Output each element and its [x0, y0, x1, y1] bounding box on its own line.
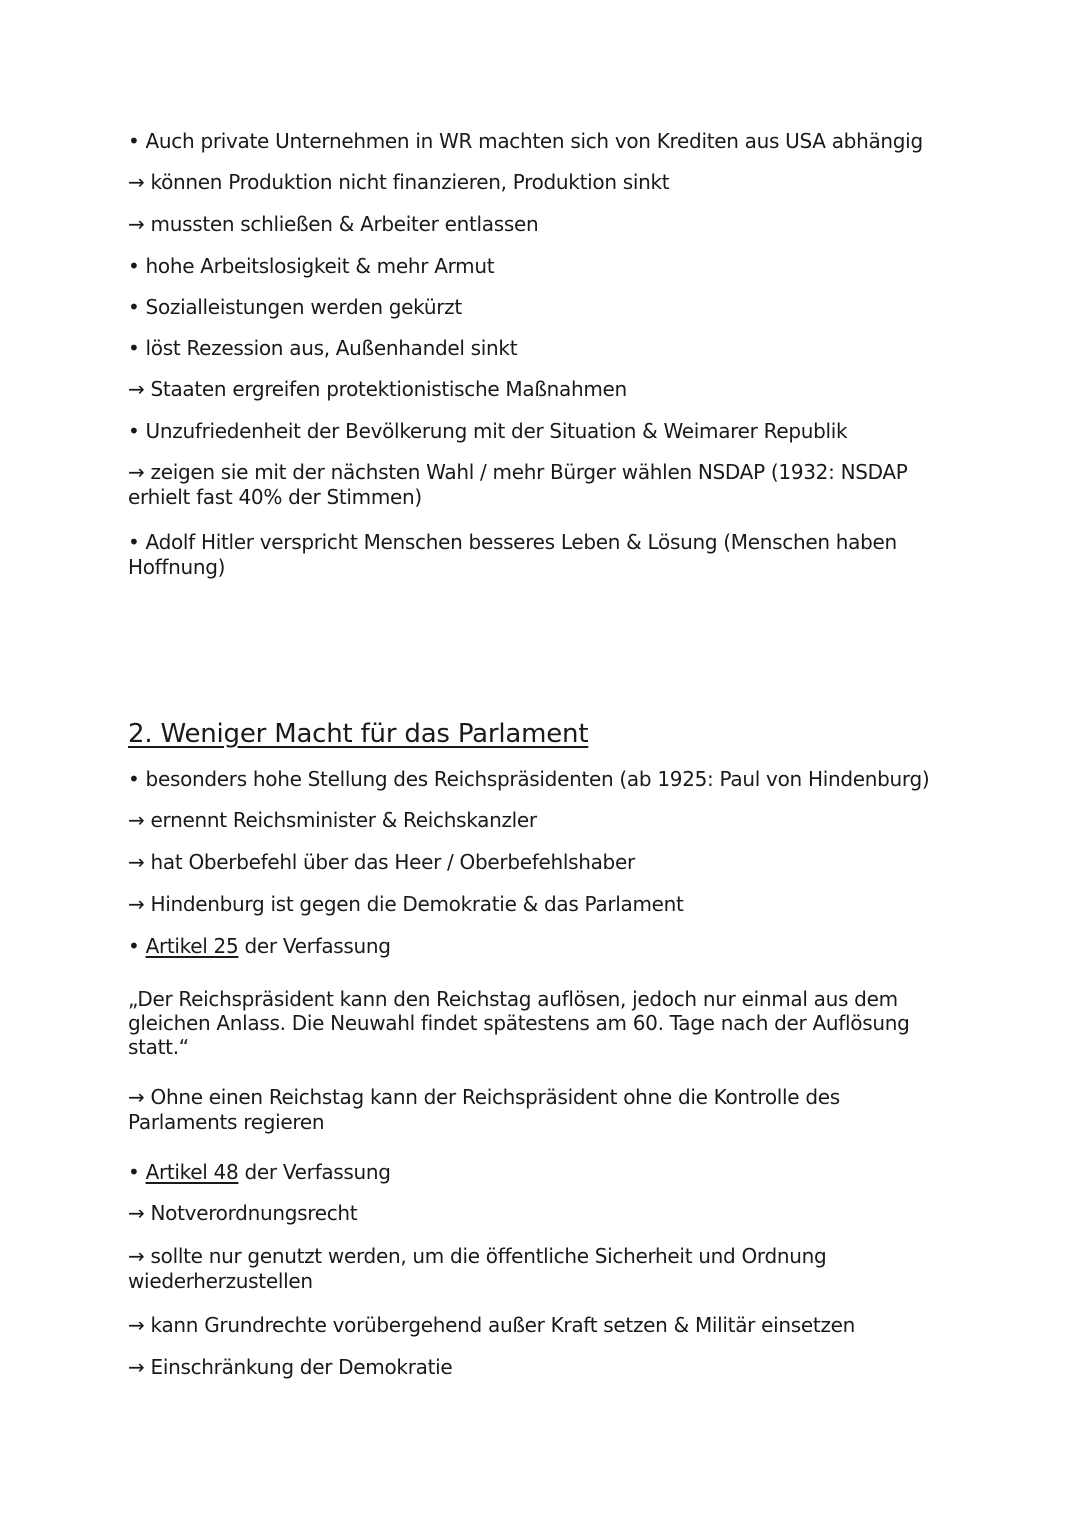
text-line: → Notverordnungsrecht [128, 1201, 358, 1225]
article-25-line [128, 934, 928, 959]
quote-paragraph: „Der Reichspräsident kann den Reichstag auflösen, jedoch nur einmal aus dem gleichen Anlass. Die Neuwahl findet spätestens am 60. Tage nach der Auflösung statt.“ [128, 987, 910, 1059]
article-48-reference: Artikel 48 [145, 1160, 239, 1184]
text-line: → können Produktion nicht finanzieren, Produktion sinkt [128, 170, 670, 194]
text-line: → ernennt Reichsminister & Reichskanzler [128, 808, 537, 832]
text-line: • besonders hohe Stellung des Reichspräsidenten (ab 1925: Paul von Hindenburg) [128, 767, 930, 791]
article-25-reference: Artikel 25 [145, 934, 239, 958]
text-line: • Auch private Unternehmen in WR machten sich von Krediten aus USA abhängig [128, 129, 923, 153]
text-line: • löst Rezession aus, Außenhandel sinkt [128, 336, 518, 360]
text-line: • hohe Arbeitslosigkeit & mehr Armut [128, 254, 495, 278]
text-line: • Unzufriedenheit der Bevölkerung mit der Situation & Weimarer Republik [128, 419, 848, 443]
consequence-paragraph: → Ohne einen Reichstag kann der Reichspräsident ohne die Kontrolle des Parlaments regieren [128, 1085, 840, 1134]
text-line: → Einschränkung der Demokratie [128, 1355, 453, 1379]
text-line: → zeigen sie mit der nächsten Wahl / mehr Bürger wählen NSDAP (1932: NSDAP erhielt fast 40% der Stimmen) [128, 460, 908, 509]
section-heading: 2. Weniger Macht für das Parlament [128, 719, 589, 749]
article-25-suffix: der Verfassung [238, 934, 391, 958]
text-line: • Sozialleistungen werden gekürzt [128, 295, 462, 319]
text-line: → sollte nur genutzt werden, um die öffentliche Sicherheit und Ordnung wiederherzustellen [128, 1244, 827, 1293]
text-line: → mussten schließen & Arbeiter entlassen [128, 212, 539, 236]
text-line: • Adolf Hitler verspricht Menschen besseres Leben & Lösung (Menschen haben Hoffnung) [128, 530, 897, 579]
text-line: → Hindenburg ist gegen die Demokratie & das Parlament [128, 892, 684, 916]
text-line: → Staaten ergreifen protektionistische Maßnahmen [128, 377, 627, 401]
bullet: • [128, 934, 146, 958]
article-48-line [128, 1160, 928, 1185]
text-line: → hat Oberbefehl über das Heer / Oberbefehlshaber [128, 850, 635, 874]
bullet: • [128, 1160, 146, 1184]
text-line: → kann Grundrechte vorübergehend außer Kraft setzen & Militär einsetzen [128, 1313, 856, 1337]
article-48-suffix: der Verfassung [238, 1160, 391, 1184]
